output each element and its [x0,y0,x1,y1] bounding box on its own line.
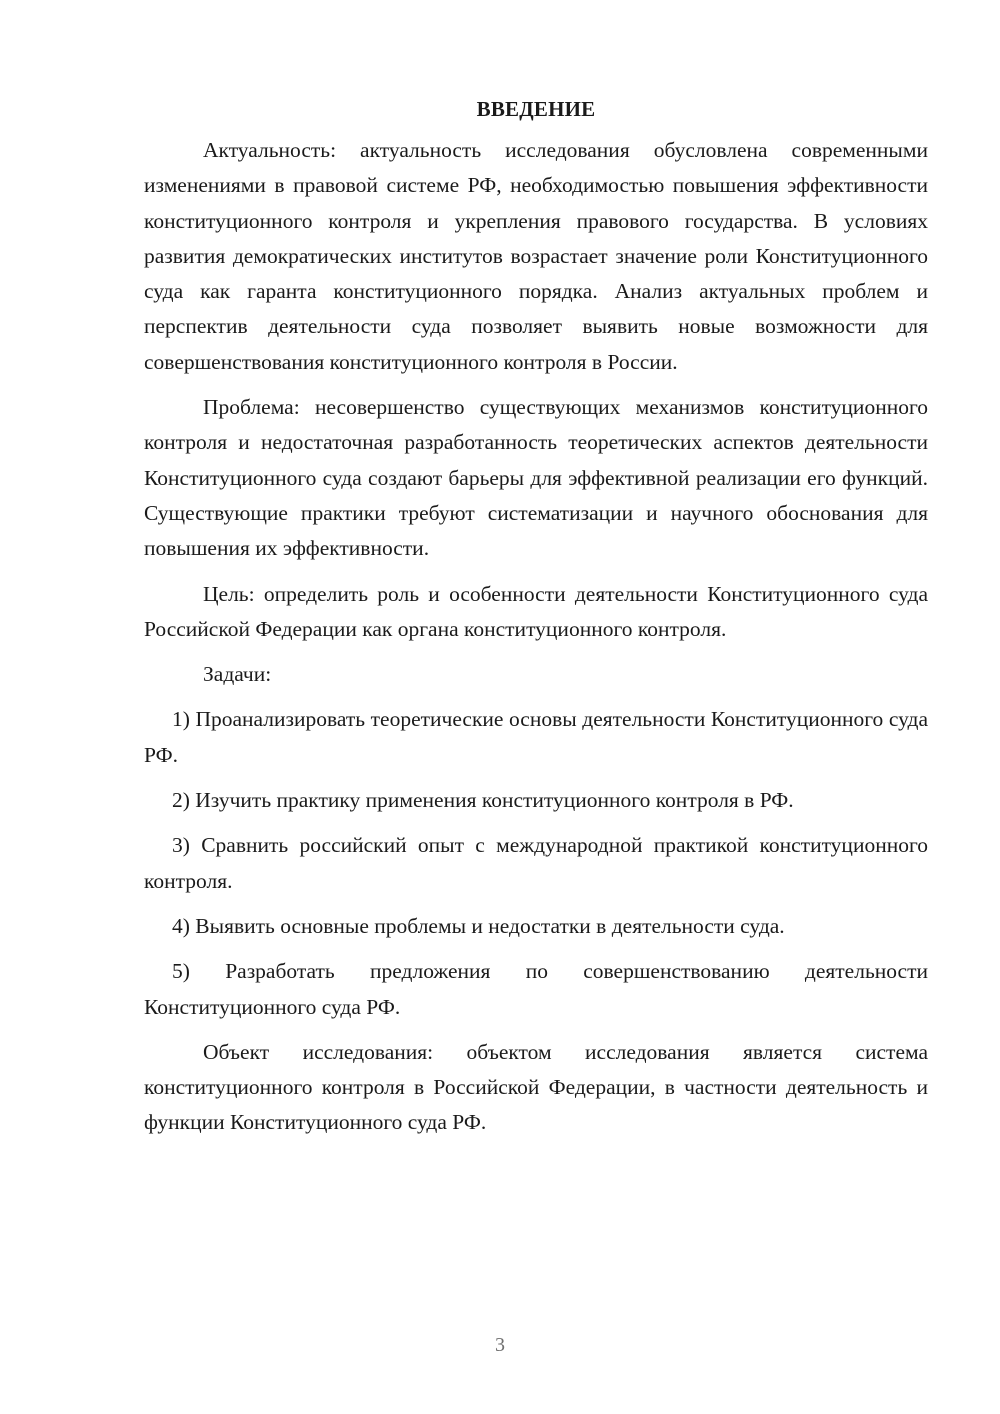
problem-paragraph: Проблема: несовершенство существующих механизмов конституционного контроля и недостаточная разработанность теоретических аспектов деятельности Конституционного суда создают барьеры для эффективной реализации его функций. Существующие практики требуют систематизации и научного обоснования для повышения их эффективности. [144,395,928,561]
section-title: ВВЕДЕНИЕ [476,97,596,121]
goal-paragraph: Цель: определить роль и особенности деятельности Конституционного суда Российской Федерации как органа конституционного контроля. [144,581,928,641]
relevance-paragraph: Актуальность: актуальность исследования обусловлена современными изменениями в правовой системе РФ, необходимостью повышения эффективности конституционного контроля и укрепления правового государства. В условиях развития демократических институтов возрастает значение роли Конституционного суда как гаранта конституционного порядка. Анализ актуальных проблем и перспектив деятельности суда позволяет выявить новые возможности для совершенствования конституционного контроля в России. [144,138,928,374]
task-item-5: 5) Разработать предложения по совершенствованию деятельности Конституционного суда РФ. [144,959,928,1019]
tasks-heading: Задачи: [203,662,272,687]
task-item-4: 4) Выявить основные проблемы и недостатки в деятельности суда. [172,913,785,938]
task-item-1: 1) Проанализировать теоретические основы деятельности Конституционного суда РФ. [144,707,928,767]
page-number: 3 [495,1334,505,1356]
object-paragraph: Объект исследования: объектом исследования является система конституционного контроля в Российской Федерации, в частности деятельность и функции Конституционного суда РФ. [144,1039,928,1135]
task-item-2: 2) Изучить практику применения конституционного контроля в РФ. [172,788,794,813]
document-page [144,92,928,1141]
task-item-3: 3) Сравнить российский опыт с международной практикой конституционного контроля. [144,833,928,893]
